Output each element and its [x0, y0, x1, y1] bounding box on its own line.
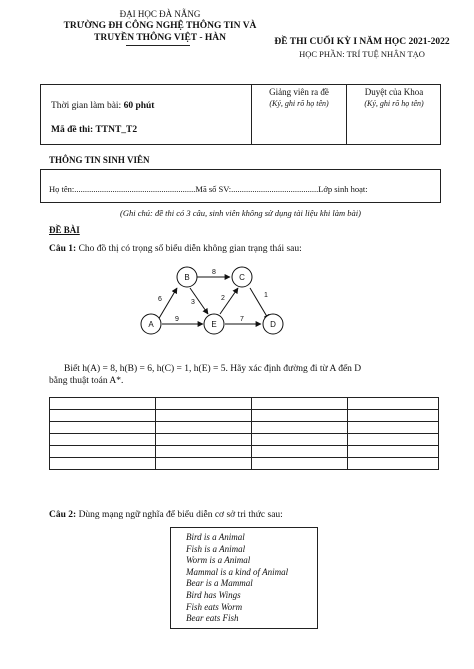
time-line — [51, 101, 154, 111]
student-info-box — [40, 169, 441, 203]
table-row — [50, 458, 439, 470]
knowledge-base-box — [170, 527, 318, 629]
kb-line: Mammal is a kind of Animal — [186, 566, 289, 577]
school-name-line2: TRUYỀN THÔNG VIỆT - HÀN — [94, 33, 226, 43]
lecturer-title: Giảng viên ra đề — [269, 87, 329, 97]
node-c-label: C — [239, 273, 245, 282]
faculty-title: Duyệt của Khoa — [364, 87, 424, 97]
exam-info-box — [40, 84, 441, 145]
kb-line: Fish eats Worm — [186, 601, 243, 612]
question-1-task-line2: bằng thuật toán A*. — [49, 376, 124, 386]
school-name-line1: TRƯỜNG ĐH CÔNG NGHỆ THÔNG TIN VÀ — [63, 21, 257, 31]
table-row — [50, 434, 439, 446]
node-b-label: B — [184, 273, 190, 282]
kb-line: Worm is a Animal — [186, 555, 251, 566]
kb-line: Bear eats Fish — [186, 613, 239, 624]
weight-c-d: 1 — [264, 292, 268, 299]
question-1-label: Câu 1: — [49, 244, 77, 254]
table-row — [50, 422, 439, 434]
code-value: TTNT_T2 — [95, 125, 138, 135]
school-header — [40, 8, 280, 44]
table-row — [50, 446, 439, 458]
student-fields: Họ tên:.........................................................Mã số SV:.........................................Lớp sinh hoạt: — [49, 184, 368, 194]
time-value: 60 phút — [123, 101, 155, 111]
lecturer-signature-cell — [251, 85, 346, 144]
node-d-label: D — [270, 320, 276, 329]
kb-line: Fish is a Animal — [186, 543, 246, 554]
question-2-label: Câu 2: — [49, 510, 77, 520]
question-1 — [49, 244, 302, 254]
kb-line: Bear is a Mammal — [186, 578, 253, 589]
weight-b-e: 3 — [191, 299, 195, 306]
state-space-graph — [125, 258, 295, 354]
weight-e-d: 7 — [240, 316, 244, 323]
exam-header — [262, 36, 462, 60]
answer-table — [49, 397, 439, 470]
weight-a-b: 6 — [158, 296, 162, 303]
weight-b-c: 8 — [212, 269, 216, 276]
code-line — [51, 125, 137, 135]
table-row — [50, 398, 439, 410]
header-underline — [126, 45, 190, 46]
exam-section-title: ĐỀ BÀI — [49, 225, 80, 235]
kb-line: Bird has Wings — [186, 589, 241, 600]
question-2-text: Dùng mạng ngữ nghĩa để biểu diễn cơ sở tri thức sau: — [78, 510, 283, 520]
student-section-title: THÔNG TIN SINH VIÊN — [49, 155, 150, 165]
faculty-sub: (Ký, ghi rõ họ tên) — [364, 99, 424, 108]
kb-line: Bird is a Animal — [186, 532, 245, 542]
code-label: Mã đề thi: — [51, 125, 94, 135]
node-a-label: A — [148, 320, 154, 329]
weight-a-e: 9 — [175, 316, 179, 323]
university-name: ĐẠI HỌC ĐÀ NẴNG — [119, 9, 201, 19]
question-2 — [49, 510, 283, 520]
node-e-label: E — [211, 320, 217, 329]
faculty-signature-cell — [346, 85, 441, 144]
exam-title: ĐỀ THI CUỐI KỲ I NĂM HỌC 2021-2022 — [274, 37, 450, 47]
table-row — [50, 410, 439, 422]
weight-e-c: 2 — [221, 295, 225, 302]
course-name: HỌC PHẦN: TRÍ TUỆ NHÂN TẠO — [299, 49, 425, 59]
time-label: Thời gian làm bài: — [51, 101, 122, 111]
question-1-text: Cho đồ thị có trọng số biểu diễn không gian trạng thái sau: — [78, 244, 302, 254]
question-1-task-line1: Biết h(A) = 8, h(B) = 6, h(C) = 1, h(E) = 5. Hãy xác định đường đi từ A đến D — [64, 364, 362, 374]
lecturer-sub: (Ký, ghi rõ họ tên) — [269, 99, 329, 108]
exam-note: (Ghi chú: đề thi có 3 câu, sinh viên không sử dụng tài liệu khi làm bài) — [120, 208, 361, 218]
